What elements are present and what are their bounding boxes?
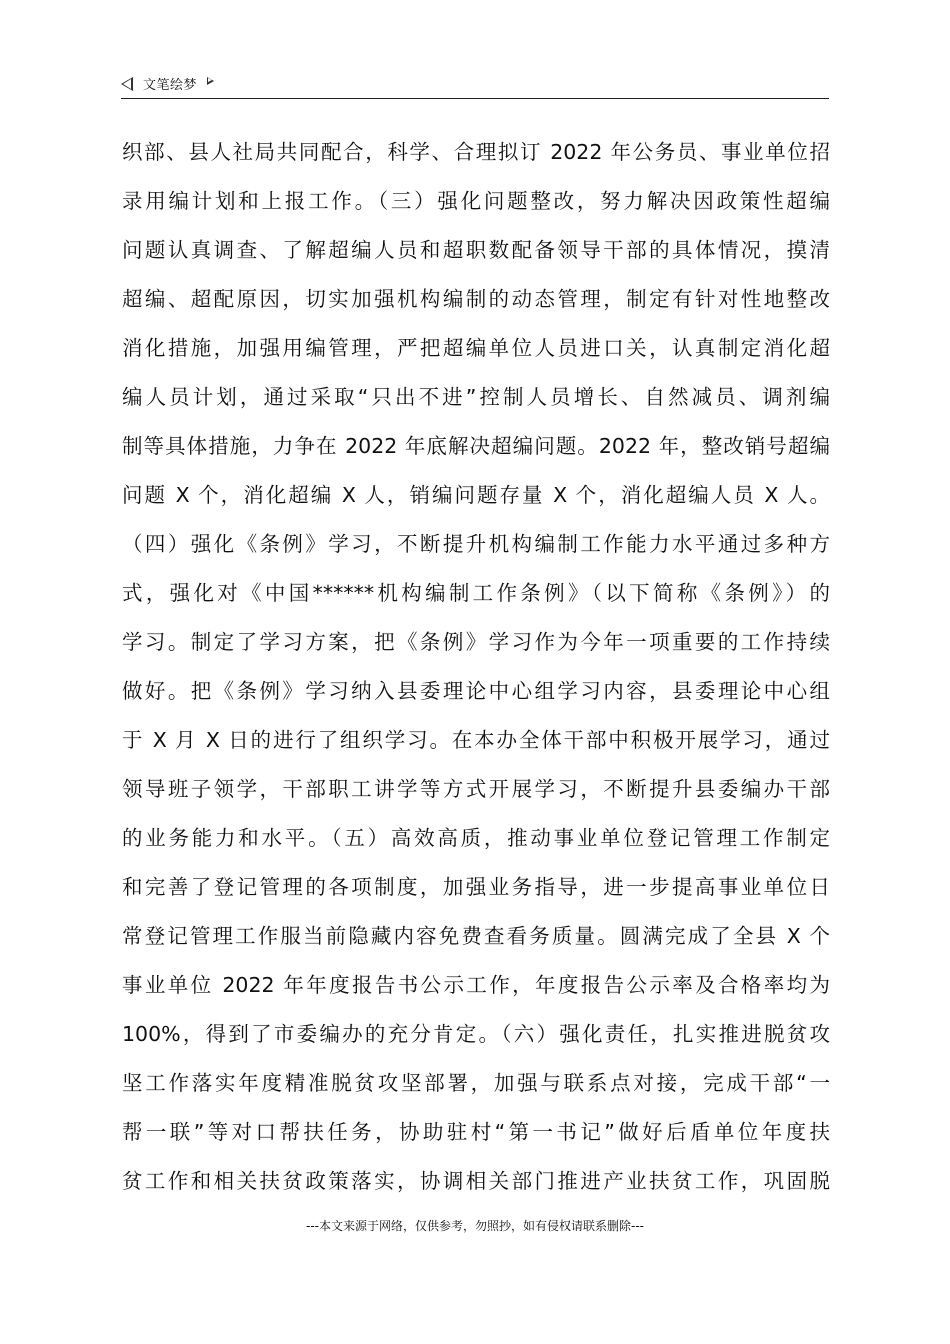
right-triangle-icon [207,77,214,85]
body-line: 100%，得到了市委编办的充分肯定。（六）强化责任，扎实推进脱贫攻 [122,1022,830,1046]
body-line: 录用编计划和上报工作。（三）强化问题整改，努力解决因政策性超编 [122,189,830,213]
body-line: 做好。把《条例》学习纳入县委理论中心组学习内容，县委理论中心组 [122,679,830,703]
body-line: 制等具体措施，力争在 2022 年底解决超编问题。2022 年，整改销号超编 [122,434,830,458]
document-body [122,128,830,1206]
body-line: 帮一联”等对口帮扶任务，协助驻村“第一书记”做好后盾单位年度扶 [122,1120,830,1144]
body-line: （四）强化《条例》学习，不断提升机构编制工作能力水平通过多种方 [122,532,830,556]
body-line: 的业务能力和水平。（五）高效高质，推动事业单位登记管理工作制定 [122,826,830,850]
body-line: 织部、县人社局共同配合，科学、合理拟订 2022 年公务员、事业单位招 [122,140,830,164]
body-line: 消化措施，加强用编管理，严把超编单位人员进口关，认真制定消化超 [122,336,830,360]
body-line: 于 X 月 X 日的进行了组织学习。在本办全体干部中积极开展学习，通过 [122,728,830,752]
body-line: 问题 X 个，消化超编 X 人，销编问题存量 X 个，消化超编人员 X 人。 [122,483,830,507]
body-line: 事业单位 2022 年年度报告书公示工作，年度报告公示率及合格率均为 [122,973,830,997]
body-line: 贫工作和相关扶贫政策落实，协调相关部门推进产业扶贫工作，巩固脱 [122,1169,830,1193]
body-line: 和完善了登记管理的各项制度，加强业务指导，进一步提高事业单位日 [122,875,830,899]
header-brand-group [121,74,214,93]
page-footer-disclaimer: ---本文来源于网络，仅供参考，勿照抄，如有侵权请联系删除--- [306,1219,644,1233]
body-line: 坚工作落实年度精准脱贫攻坚部署，加强与联系点对接，完成干部“一 [122,1071,830,1095]
page-header [121,72,829,99]
body-line: 问题认真调查、了解超编人员和超职数配备领导干部的具体情况，摸清 [122,238,830,262]
body-line: 式，强化对《中国******机构编制工作条例》（以下简称《条例》）的 [122,581,830,605]
body-line: 领导班子领学，干部职工讲学等方式开展学习，不断提升县委编办干部 [122,777,830,801]
body-line: 常登记管理工作服当前隐藏内容免费查看务质量。圆满完成了全县 X 个 [122,924,830,948]
body-line: 学习。制定了学习方案，把《条例》学习作为今年一项重要的工作持续 [122,630,830,654]
body-line: 超编、超配原因，切实加强机构编制的动态管理，制定有针对性地整改 [122,287,830,311]
body-line: 编人员计划，通过采取“只出不进”控制人员增长、自然减员、调剂编 [122,385,830,409]
header-brand: 文笔绘梦 [143,78,198,93]
left-triangle-icon [121,77,133,91]
